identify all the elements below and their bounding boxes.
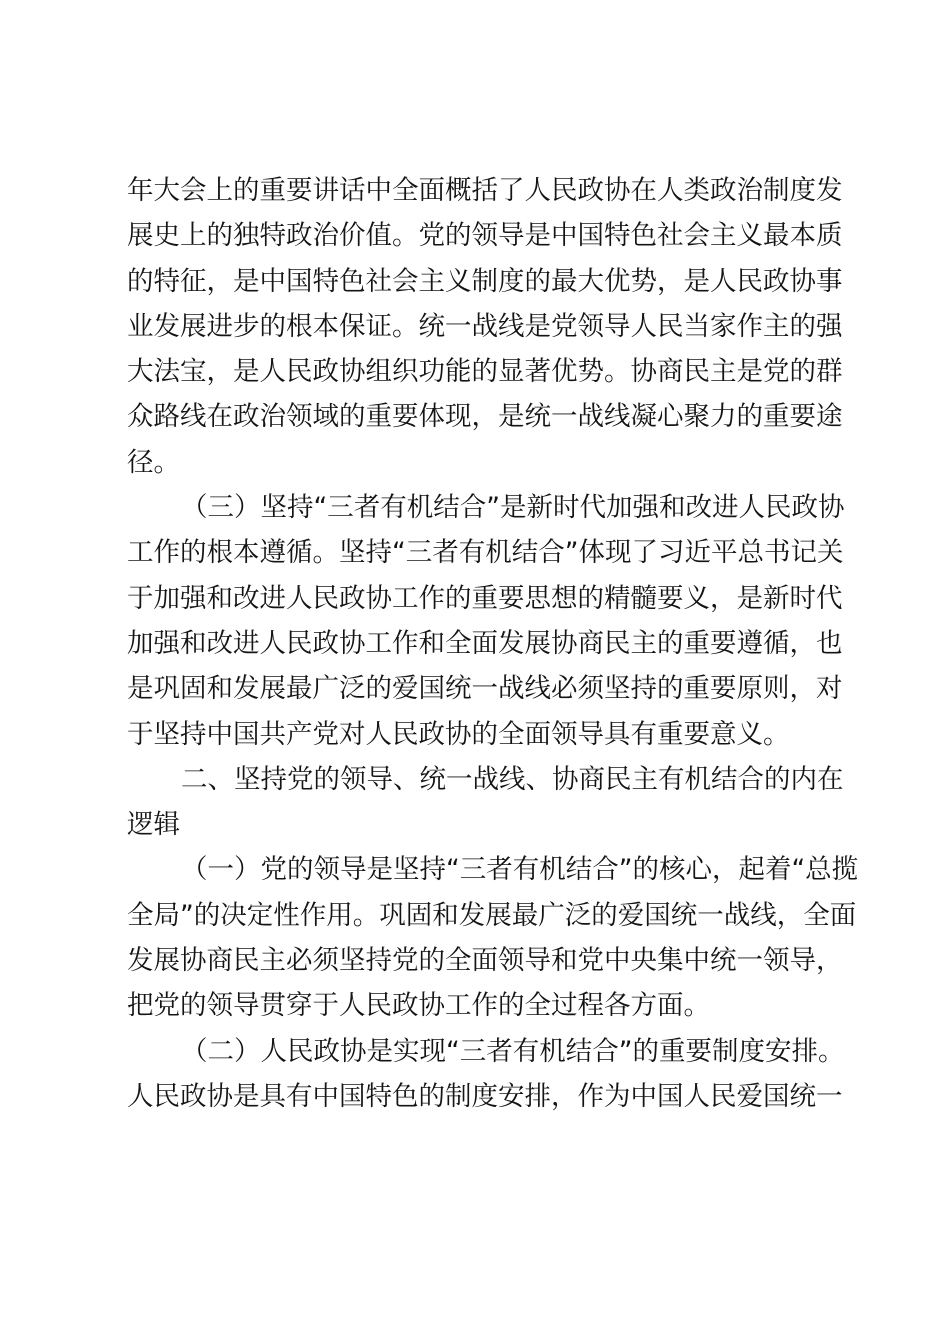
text-line: 径。	[127, 446, 180, 478]
text-line: 是巩固和发展最广泛的爱国统一战线必须坚持的重要原则，对	[127, 673, 843, 705]
text-line: 加强和改进人民政协工作和全面发展协商民主的重要遵循，也	[127, 627, 843, 659]
paragraph-heading-line: （三）坚持“三者有机结合”是新时代加强和改进人民政协	[181, 492, 845, 524]
paragraph-heading-line: （二）人民政协是实现“三者有机结合”的重要制度安排。	[181, 1035, 845, 1067]
text-line: 年大会上的重要讲话中全面概括了人民政协在人类政治制度发	[127, 175, 843, 206]
text-line: 工作的根本遵循。坚持“三者有机结合”体现了习近平总书记关	[127, 537, 844, 569]
text-line: 展史上的独特政治价值。党的领导是中国特色社会主义最本质	[127, 220, 843, 252]
text-line: 把党的领导贯穿于人民政协工作的全过程各方面。	[127, 990, 710, 1022]
body-text	[127, 168, 859, 1119]
text-line: 于坚持中国共产党对人民政协的全面领导具有重要意义。	[127, 718, 790, 750]
text-line: 人民政协是具有中国特色的制度安排，作为中国人民爱国统一	[127, 1080, 843, 1112]
paragraph-heading-line: （一）党的领导是坚持“三者有机结合”的核心，起着“总揽	[181, 854, 859, 886]
section-heading-line: 二、坚持党的领导、统一战线、协商民主有机结合的内在	[181, 763, 844, 795]
text-line: 于加强和改进人民政协工作的重要思想的精髓要义，是新时代	[127, 582, 843, 614]
text-line: 全局”的决定性作用。巩固和发展最广泛的爱国统一战线，全面	[127, 899, 857, 931]
text-line: 众路线在政治领域的重要体现，是统一战线凝心聚力的重要途	[127, 401, 843, 433]
text-line: 的特征，是中国特色社会主义制度的最大优势，是人民政协事	[127, 265, 843, 297]
section-heading-line: 逻辑	[127, 809, 180, 841]
text-line: 发展协商民主必须坚持党的全面领导和党中央集中统一领导，	[127, 945, 843, 977]
text-line: 业发展进步的根本保证。统一战线是党领导人民当家作主的强	[127, 310, 843, 342]
text-line: 大法宝，是人民政协组织功能的显著优势。协商民主是党的群	[127, 356, 843, 388]
